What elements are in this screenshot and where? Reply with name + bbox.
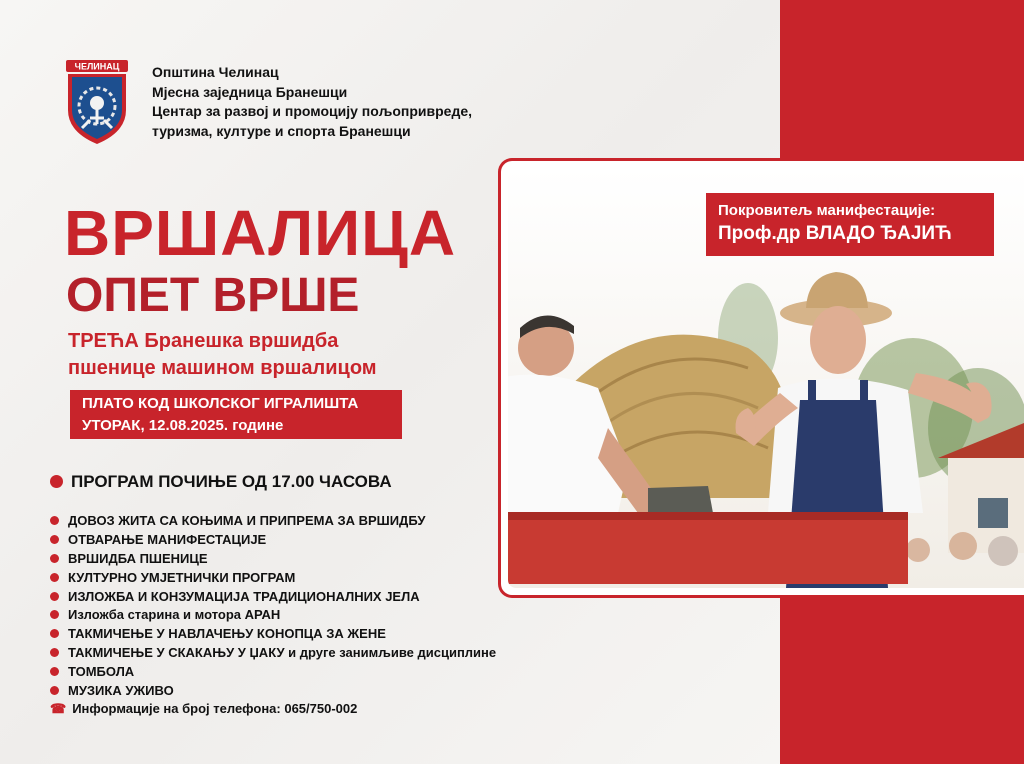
red-dot-icon [50, 475, 63, 488]
list-item-text: ВРШИДБА ПШЕНИЦЕ [68, 550, 208, 566]
program-list [50, 512, 496, 701]
list-item-text: ОТВАРАЊЕ МАНИФЕСТАЦИЈЕ [68, 531, 267, 547]
venue-box [70, 390, 402, 439]
program-heading-text: ПРОГРАМ ПОЧИЊЕ ОД 17.00 ЧАСОВА [71, 472, 392, 491]
event-tagline-line1: ТРЕЋА Бранешка вршидба [68, 330, 339, 352]
sponsor-name: Проф.др ВЛАДО ЂАЈИЋ [718, 223, 952, 244]
red-dot-icon [50, 610, 59, 619]
list-item [50, 569, 496, 588]
list-item-text: ТАКМИЧЕЊЕ У НАВЛАЧЕЊУ КОНОПЦА ЗА ЖЕНЕ [68, 626, 386, 642]
organizer-line-community: Мјесна заједница Бранешци [152, 83, 348, 100]
list-item-text: ДОВОЗ ЖИТА СА КОЊИМА И ПРИПРЕМА ЗА ВРШИДБУ [68, 513, 426, 528]
list-item [50, 512, 496, 531]
organizer-line-center-cont: туризма, културе и спорта Бранешци [152, 122, 411, 139]
red-dot-icon [50, 573, 59, 582]
phone-icon: ☎ [50, 701, 67, 716]
list-item-text: МУЗИКА УЖИВО [68, 683, 174, 699]
program-heading [50, 472, 392, 492]
list-item [50, 663, 496, 682]
list-item [50, 682, 496, 701]
venue-place: ПЛАТО КОД ШКОЛСКОГ ИГРАЛИШТА [82, 395, 359, 412]
red-dot-icon [50, 535, 59, 544]
list-item [50, 606, 496, 625]
list-item-text: ТАКМИЧЕЊЕ У СКАКАЊУ У ЏАКУ и друге занимљиве дисциплине [68, 645, 497, 661]
event-tagline-line2: пшенице машином вршалицом [68, 357, 377, 379]
venue-date: УТОРАК, 12.08.2025. године [82, 417, 284, 434]
red-dot-icon [50, 686, 59, 695]
red-dot-icon [50, 648, 59, 657]
list-item [50, 625, 496, 644]
red-dot-icon [50, 516, 59, 525]
event-title: ВРШАЛИЦА [64, 197, 457, 269]
red-dot-icon [50, 629, 59, 638]
list-item [50, 644, 496, 663]
list-item [50, 550, 496, 569]
sponsor-label: Покровитељ манифестације: [718, 202, 936, 219]
organizer-block [152, 63, 472, 141]
event-subtitle: ОПЕТ ВРШЕ [66, 269, 360, 322]
list-item-text: Изложба старина и мотора АРАН [68, 607, 281, 623]
contact-phone [50, 701, 357, 717]
sponsor-box [706, 193, 994, 256]
event-tagline [68, 328, 377, 382]
list-item-text: ТОМБОЛА [68, 664, 135, 680]
list-item [50, 531, 496, 550]
municipality-crest-logo [62, 58, 132, 146]
red-dot-icon [50, 554, 59, 563]
logo-text: ЧЕЛИНАЦ [74, 61, 120, 72]
red-dot-icon [50, 592, 59, 601]
red-dot-icon [50, 667, 59, 676]
organizer-line-center: Центар за развој и промоцију пољопривреде, [152, 103, 473, 119]
list-item [50, 588, 496, 607]
list-item-text: ИЗЛОЖБА И КОНЗУМАЦИЈА ТРАДИЦИОНАЛНИХ ЈЕЛА [68, 588, 420, 604]
organizer-line-municipality: Општина Челинац [152, 64, 279, 80]
list-item-text: КУЛТУРНО УМЈЕТНИЧКИ ПРОГРАМ [68, 569, 296, 585]
contact-phone-text: Информације на број телефона: 065/750-002 [72, 701, 358, 716]
